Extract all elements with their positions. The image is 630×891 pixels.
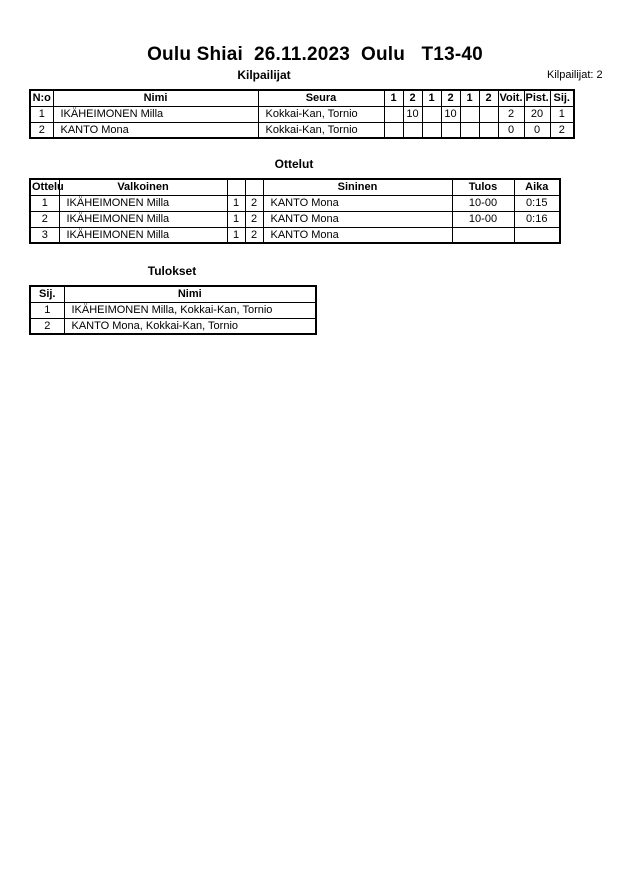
table-row bbox=[30, 302, 316, 318]
table-row bbox=[30, 211, 560, 227]
header-nimi: Nimi bbox=[53, 90, 258, 106]
cell-point-2: 2 bbox=[245, 227, 263, 243]
cell-score bbox=[384, 106, 403, 122]
header-aika: Aika bbox=[514, 179, 560, 195]
cell-aika: 0:15 bbox=[514, 195, 560, 211]
header-nimi: Nimi bbox=[64, 286, 316, 302]
table-header-row bbox=[30, 286, 316, 302]
cell-point-2: 2 bbox=[245, 195, 263, 211]
cell-sij: 1 bbox=[550, 106, 574, 122]
cell-valkoinen: IKÄHEIMONEN Milla bbox=[59, 195, 227, 211]
cell-score bbox=[422, 122, 441, 138]
header-score-6: 2 bbox=[479, 90, 498, 106]
matches-heading: Ottelut bbox=[274, 157, 314, 171]
header-score-2: 2 bbox=[403, 90, 422, 106]
cell-sij: 2 bbox=[550, 122, 574, 138]
header-ottelu: Ottelu bbox=[30, 179, 59, 195]
cell-score bbox=[403, 122, 422, 138]
header-score-3: 1 bbox=[422, 90, 441, 106]
cell-pist: 0 bbox=[524, 122, 550, 138]
header-pist: Pist. bbox=[524, 90, 550, 106]
cell-aika bbox=[514, 227, 560, 243]
cell-nimi: KANTO Mona bbox=[53, 122, 258, 138]
header-sininen: Sininen bbox=[263, 179, 452, 195]
cell-score bbox=[479, 122, 498, 138]
cell-voit: 0 bbox=[498, 122, 524, 138]
header-valkoinen: Valkoinen bbox=[59, 179, 227, 195]
cell-valkoinen: IKÄHEIMONEN Milla bbox=[59, 211, 227, 227]
table-row bbox=[30, 122, 574, 138]
cell-score bbox=[460, 106, 479, 122]
header-tulos: Tulos bbox=[452, 179, 514, 195]
page-title: Oulu Shiai 26.11.2023 Oulu T13-40 bbox=[147, 44, 483, 65]
header-blank bbox=[227, 179, 245, 195]
cell-aika: 0:16 bbox=[514, 211, 560, 227]
header-score-4: 2 bbox=[441, 90, 460, 106]
cell-voit: 2 bbox=[498, 106, 524, 122]
header-sij: Sij. bbox=[30, 286, 64, 302]
header-no: N:o bbox=[30, 90, 53, 106]
cell-tulos: 10-00 bbox=[452, 211, 514, 227]
cell-pist: 20 bbox=[524, 106, 550, 122]
header-blank bbox=[245, 179, 263, 195]
cell-sij: 1 bbox=[30, 302, 64, 318]
cell-nimi: IKÄHEIMONEN Milla bbox=[53, 106, 258, 122]
table-header-row bbox=[30, 179, 560, 195]
header-sij: Sij. bbox=[550, 90, 574, 106]
cell-nimi: KANTO Mona, Kokkai-Kan, Tornio bbox=[64, 318, 316, 334]
table-header-row bbox=[30, 90, 574, 106]
table-row bbox=[30, 195, 560, 211]
cell-score bbox=[422, 106, 441, 122]
cell-sininen: KANTO Mona bbox=[263, 211, 452, 227]
results-table bbox=[29, 285, 317, 335]
cell-sij: 2 bbox=[30, 318, 64, 334]
header-voit: Voit. bbox=[498, 90, 524, 106]
cell-match-no: 2 bbox=[30, 211, 59, 227]
matches-table bbox=[29, 178, 561, 244]
header-score-5: 1 bbox=[460, 90, 479, 106]
cell-sininen: KANTO Mona bbox=[263, 195, 452, 211]
table-row bbox=[30, 106, 574, 122]
cell-seura: Kokkai-Kan, Tornio bbox=[258, 106, 384, 122]
cell-seura: Kokkai-Kan, Tornio bbox=[258, 122, 384, 138]
results-heading: Tulokset bbox=[147, 264, 197, 278]
cell-point-2: 2 bbox=[245, 211, 263, 227]
cell-valkoinen: IKÄHEIMONEN Milla bbox=[59, 227, 227, 243]
cell-score bbox=[441, 122, 460, 138]
cell-point-1: 1 bbox=[227, 211, 245, 227]
cell-match-no: 3 bbox=[30, 227, 59, 243]
cell-point-1: 1 bbox=[227, 195, 245, 211]
table-row bbox=[30, 227, 560, 243]
cell-score bbox=[479, 106, 498, 122]
cell-score bbox=[384, 122, 403, 138]
competitors-heading: Kilpailijat bbox=[237, 68, 291, 82]
header-seura: Seura bbox=[258, 90, 384, 106]
competitors-count: Kilpailijat: 2 bbox=[547, 69, 603, 81]
cell-score: 10 bbox=[441, 106, 460, 122]
cell-nimi: IKÄHEIMONEN Milla, Kokkai-Kan, Tornio bbox=[64, 302, 316, 318]
cell-no: 2 bbox=[30, 122, 53, 138]
cell-score bbox=[460, 122, 479, 138]
cell-tulos: 10-00 bbox=[452, 195, 514, 211]
cell-point-1: 1 bbox=[227, 227, 245, 243]
cell-no: 1 bbox=[30, 106, 53, 122]
header-score-1: 1 bbox=[384, 90, 403, 106]
table-row bbox=[30, 318, 316, 334]
cell-match-no: 1 bbox=[30, 195, 59, 211]
cell-score: 10 bbox=[403, 106, 422, 122]
cell-sininen: KANTO Mona bbox=[263, 227, 452, 243]
competitors-table bbox=[29, 89, 575, 139]
cell-tulos bbox=[452, 227, 514, 243]
